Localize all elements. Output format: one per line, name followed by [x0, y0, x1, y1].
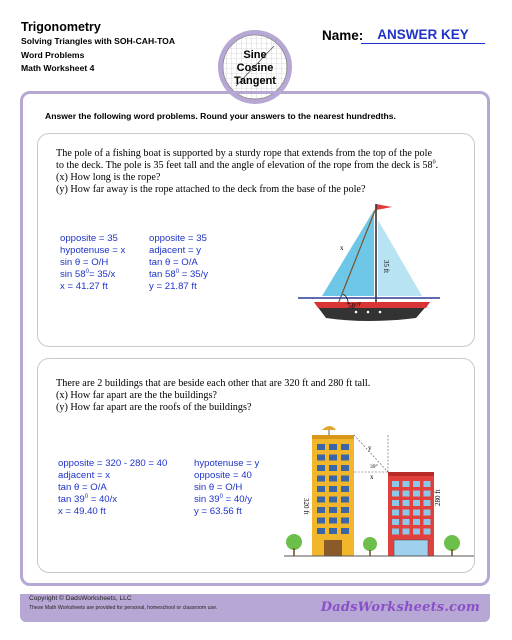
name-label: Name:	[322, 28, 364, 43]
solution-line: x = 49.40 ft	[58, 506, 106, 517]
window	[341, 444, 349, 450]
question-line: (x) How long is the rope?	[56, 172, 161, 183]
window	[424, 481, 431, 487]
window	[341, 507, 349, 513]
name-field-answer-key[interactable]: ANSWER KEY	[361, 27, 485, 44]
problem-1-solution-right	[149, 233, 208, 293]
window	[329, 486, 337, 492]
solution-line: hypotenuse = x	[60, 245, 126, 256]
window	[424, 500, 431, 506]
short-building-height-label: 280 ft	[434, 489, 442, 506]
tree-icon	[286, 534, 302, 550]
window	[392, 529, 399, 535]
solution-line: y = 63.56 ft	[194, 506, 242, 517]
question-line: (y) How far apart are the roofs of the buildings?	[56, 402, 252, 413]
window	[341, 465, 349, 471]
sailboat-figure	[298, 198, 440, 330]
solution-line: opposite = 35	[149, 233, 207, 244]
window	[317, 476, 325, 482]
base-label: y	[358, 301, 361, 307]
window	[424, 491, 431, 497]
window	[413, 510, 420, 516]
window	[329, 518, 337, 524]
problem-2-solution-right	[194, 458, 259, 518]
rope-label: x	[340, 244, 344, 252]
usage-note: These Math Worksheets are provided for personal, homeschool or classroom use.	[29, 605, 218, 611]
window	[413, 529, 420, 535]
window	[329, 476, 337, 482]
window	[413, 500, 420, 506]
solution-line: adjacent = y	[149, 245, 202, 256]
question-line: (y) How far away is the rope attached to the deck from the base of the pole?	[56, 184, 366, 195]
solution-line: opposite = 40	[194, 470, 252, 481]
copyright-text: Copyright © DadsWorksheets, LLC	[29, 595, 132, 602]
window	[329, 465, 337, 471]
boat-sail-left	[322, 210, 374, 296]
logo-word-sine: Sine	[243, 49, 267, 61]
window	[329, 507, 337, 513]
worksheet-topic: Word Problems	[21, 49, 85, 60]
boat-sail-right	[378, 220, 422, 296]
gap-distance-label: x	[370, 473, 374, 481]
solution-line: $\sin 58^0= 35/x$	[60, 268, 116, 280]
problem-1-solution-left	[60, 233, 125, 293]
window	[424, 529, 431, 535]
instructions: Answer the following word problems. Round your answers to the nearest hundredths.	[45, 111, 396, 121]
window	[403, 500, 410, 506]
window	[392, 500, 399, 506]
window	[392, 519, 399, 525]
question-line: to the deck. The pole is 35 feet tall and the angle of elevation of the rope from the deck is $58^0$.	[56, 159, 439, 171]
solution-line: x = 41.27 ft	[60, 281, 108, 292]
worksheet-header	[21, 20, 241, 76]
window	[403, 481, 410, 487]
problem-1-question	[56, 148, 438, 196]
window	[413, 519, 420, 525]
buildings-figure	[284, 400, 474, 570]
solution-line: $\sin 39^0 = 40/y$	[194, 493, 253, 505]
worksheet-subtitle: Solving Triangles with SOH-CAH-TOA	[21, 36, 176, 46]
logo-word-tangent: Tangent	[234, 75, 276, 87]
logo-word-cosine: Cosine	[236, 62, 274, 74]
window	[341, 497, 349, 503]
solution-line: sin θ = O/H	[60, 257, 109, 268]
window	[317, 507, 325, 513]
solution-line: hypotenuse = y	[194, 458, 260, 469]
window	[317, 465, 325, 471]
tall-building-height-label: 320 ft	[302, 498, 310, 515]
solution-line: tan θ = O/A	[149, 257, 198, 268]
window	[317, 444, 325, 450]
question-line: (x) How far apart are the the buildings?	[56, 390, 217, 401]
solution-line: adjacent = x	[58, 470, 111, 481]
window	[341, 486, 349, 492]
angle-label: 58°	[348, 302, 358, 310]
mast-height-label: 35 ft	[382, 260, 390, 274]
worksheet-title: Trigonometry	[21, 20, 101, 34]
window	[317, 455, 325, 461]
solution-line: $\tan 39^0 = 40/x$	[58, 493, 118, 505]
solution-line: opposite = 320 - 280 = 40	[58, 458, 168, 469]
question-line: There are 2 buildings that are beside each other that are 320 ft and 280 ft tall.	[56, 378, 371, 389]
window	[424, 519, 431, 525]
angle-label: 39°	[370, 464, 378, 470]
window	[329, 444, 337, 450]
tree-icon	[444, 535, 460, 551]
window	[413, 491, 420, 497]
tree-icon	[363, 537, 377, 551]
short-building-door	[394, 540, 428, 556]
window	[403, 491, 410, 497]
window	[392, 481, 399, 487]
window	[317, 486, 325, 492]
window	[341, 476, 349, 482]
tall-building-door	[324, 540, 342, 556]
window	[392, 510, 399, 516]
window	[413, 481, 420, 487]
window	[403, 510, 410, 516]
question-line: The pole of a fishing boat is supported by a sturdy rope that extends from the top of the pole	[56, 148, 433, 159]
window	[317, 518, 325, 524]
worksheet-number: Math Worksheet 4	[21, 63, 95, 73]
window	[341, 518, 349, 524]
window	[329, 455, 337, 461]
dadsworksheets-logo[interactable]: DadsWorksheets.com	[320, 600, 480, 615]
satellite-dish-icon	[322, 426, 336, 430]
window	[329, 497, 337, 503]
tall-building	[312, 435, 354, 556]
window	[329, 528, 337, 534]
window	[424, 510, 431, 516]
solution-line: $\tan 58^0 = 35/y$	[149, 268, 209, 280]
problem-2-solution-left	[58, 458, 167, 518]
roof-distance-label: y	[368, 444, 372, 452]
window	[403, 519, 410, 525]
solution-line: tan θ = O/A	[58, 482, 107, 493]
footer	[20, 594, 490, 622]
window	[341, 455, 349, 461]
window	[392, 491, 399, 497]
window	[341, 528, 349, 534]
solution-line: y = 21.87 ft	[149, 281, 197, 292]
window	[317, 528, 325, 534]
solution-line: sin θ = O/H	[194, 482, 243, 493]
window	[317, 497, 325, 503]
solution-line: opposite = 35	[60, 233, 118, 244]
flag-icon	[376, 204, 392, 210]
window	[403, 529, 410, 535]
boat-hull-stripe	[314, 302, 430, 308]
